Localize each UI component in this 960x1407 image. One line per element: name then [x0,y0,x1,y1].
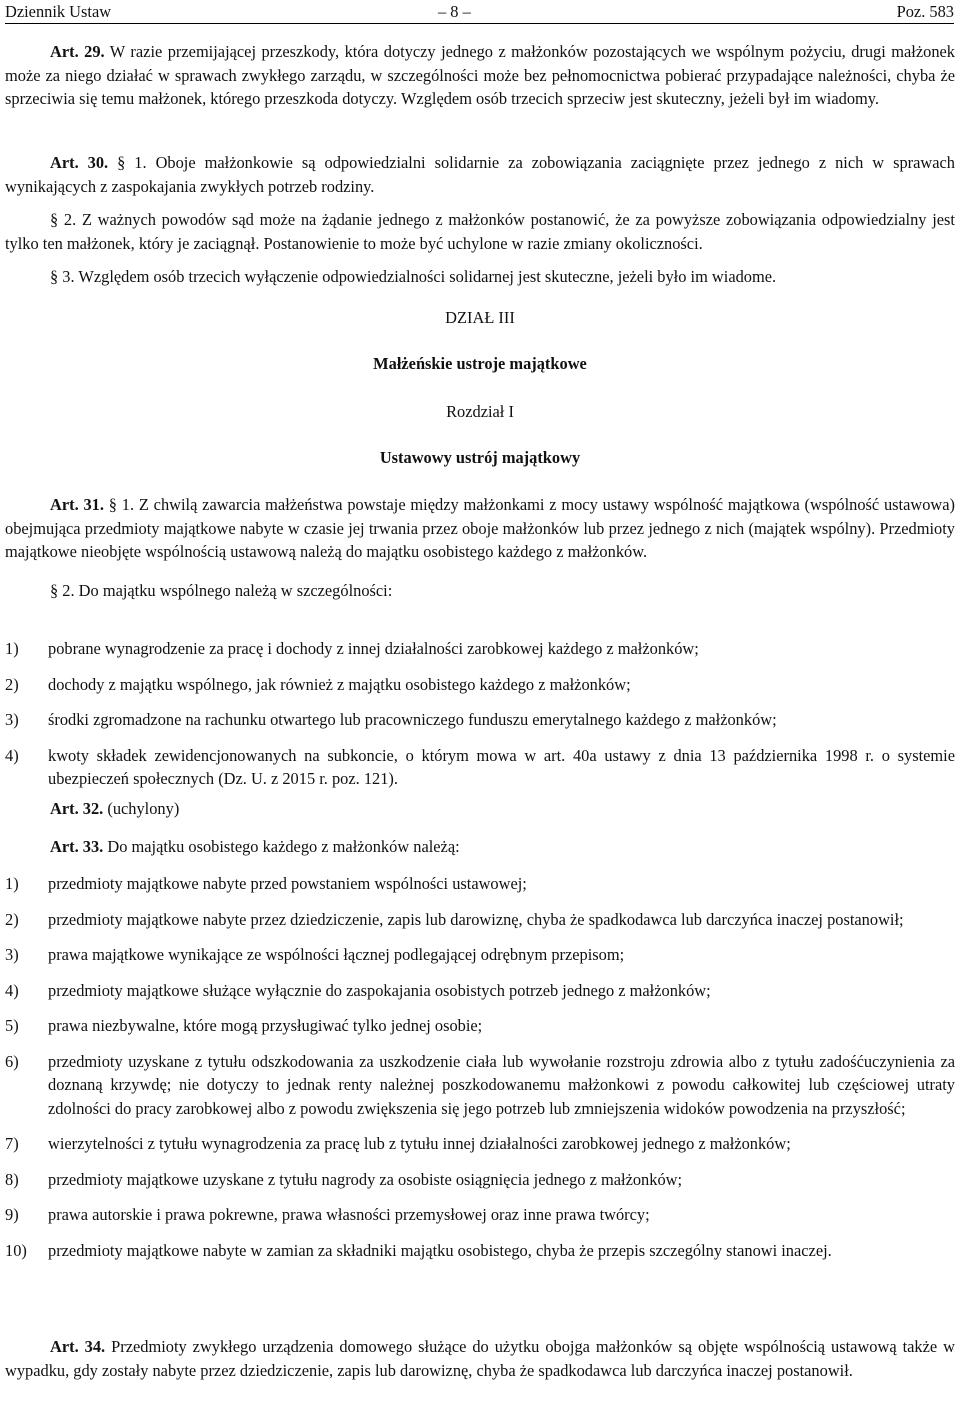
list-item-text: przedmioty majątkowe uzyskane z tytułu nagrody za osobiste osiągnięcia jednego z małżonków; [48,1169,683,1189]
header-rule [5,23,954,24]
article-34-paragraph [5,1335,955,1382]
article-29-paragraph [5,40,955,111]
journal-name: Dziennik Ustaw [5,2,112,21]
list-item-number: 7) [5,1134,19,1153]
list-item [5,1168,955,1192]
list-item-number: 9) [5,1205,19,1224]
article-29-text: W razie przemijającej przeszkody, która dotyczy jednego z małżonków pozostających we wspólnym pożyciu, drugi małżonek może za niego działać w sprawach zwykłego zarządu, w szczególności może bez pełnomocnictwa pobierać przypadające należności, chyba że sprzeciwia się temu małżonek, którego przeszkoda dotyczy. Względem osób trzecich sprzeciw jest skuteczny, jeżeli był im wiadomy. [5,42,955,108]
list-item [5,908,955,932]
list-item [5,1203,955,1227]
article-33-list [5,872,955,1274]
chapter-heading: Rozdział I [446,402,514,421]
list-item [5,708,955,732]
list-item-number: 2) [5,909,19,929]
article-31-par-2: § 2. Do majątku wspólnego należą w szczególności: [50,580,393,600]
list-item-text: pobrane wynagrodzenie za pracę i dochody z innej działalności zarobkowej każdego z małżonków; [48,639,699,658]
list-item-text: prawa autorskie i prawa pokrewne, prawa własności przemysłowej oraz inne prawa twórcy; [48,1205,650,1224]
list-item [5,979,955,1003]
list-item-number: 3) [5,945,19,964]
division-title: Małżeńskie ustroje majątkowe [373,354,587,373]
article-32-text: (uchylony) [103,799,180,818]
list-item-text: środki zgromadzone na rachunku otwartego lub pracowniczego funduszu emerytalnego każdego z małżonków; [48,710,777,729]
list-item-number: 4) [5,980,19,1000]
list-item-number: 6) [5,1051,19,1071]
list-item [5,1014,955,1038]
list-item-number: 8) [5,1169,19,1189]
list-item-number: 10) [5,1240,27,1260]
article-30-par-1 [5,151,955,198]
article-34-label: Art. 34. [50,1337,106,1356]
chapter-title: Ustawowy ustrój majątkowy [379,448,581,467]
list-item-text: prawa niezbywalne, które mogą przysługiwać tylko jednej osobie; [48,1016,483,1035]
list-item-text: przedmioty majątkowe nabyte w zamian za składniki majątku osobistego, chyba że przepis szczególny stanowi inaczej. [48,1240,832,1260]
article-31-par-1 [5,493,955,564]
list-item-text: przedmioty majątkowe służące wyłącznie do zaspokajania osobistych potrzeb jednego z małżonków; [48,980,711,1000]
article-30 [5,151,955,289]
list-item-text: przedmioty majątkowe nabyte przez dziedziczenie, zapis lub darowiznę, chyba że spadkodawca lub darczyńca inaczej postanowił; [48,909,904,929]
article-29-label: Art. 29. [50,42,105,61]
list-item-text: prawa majątkowe wynikające ze wspólności łącznej podlegającej odrębnym przepisom; [48,945,625,964]
article-32-label: Art. 32. [50,799,104,818]
list-item [5,1132,955,1156]
list-item-text: dochody z majątku wspólnego, jak również z majątku osobistego każdego z małżonków; [48,674,631,694]
article-32 [5,797,179,821]
article-30-par-3: § 3. Względem osób trzecich wyłączenie odpowiedzialności solidarnej jest skuteczne, jeżeli było im wiadome. [50,267,777,286]
list-item [5,1050,955,1121]
list-item-number: 3) [5,710,19,729]
article-30-label: Art. 30. [50,153,109,172]
article-31-text-1: § 1. Z chwilą zawarcia małżeństwa powstaje między małżonkami z mocy ustawy wspólność majątkowa (wspólność ustawowa) obejmująca przedmioty majątkowe nabyte w czasie jej trwania przez oboje małżonków lub przez jednego z nich (majątek wspólny). Przedmioty majątkowe nieobjęte wspólnością ustawową należą do majątku osobistego każdego z małżonków. [5,495,955,561]
list-item [5,673,955,697]
list-item-number: 1) [5,874,19,893]
list-item-text: kwoty składek zewidencjonowanych na subkoncie, o którym mowa w art. 40a ustawy z dnia 13 października 1998 r. o systemie ubezpieczeń społecznych (Dz. U. z 2015 r. poz. 121). [48,745,955,788]
list-item [5,943,955,967]
article-30-text-1: § 1. Oboje małżonkowie są odpowiedzialni solidarnie za zobowiązania zaciągnięte przez jednego z nich w sprawach wynikających z zaspokajania zwykłych potrzeb rodziny. [5,153,955,196]
article-30-par-2: § 2. Z ważnych powodów sąd może na żądanie jednego z małżonków postanowić, że za powyższe zobowiązania odpowiedzialny jest tylko ten małżonek, który je zaciągnął. Postanowienie to może być uchylone w razie zmiany okoliczności. [5,210,955,253]
list-item-text: przedmioty majątkowe nabyte przed powstaniem wspólności ustawowej; [48,874,527,893]
article-31-list [5,637,955,803]
list-item-number: 2) [5,674,19,694]
article-31-label: Art. 31. [50,495,104,514]
list-item [5,1239,955,1263]
article-33 [5,835,460,859]
article-29 [5,40,955,111]
article-33-label: Art. 33. [50,837,104,856]
list-item-number: 4) [5,745,19,765]
list-item-text: przedmioty uzyskane z tytułu odszkodowania za uszkodzenie ciała lub wywołanie rozstroju zdrowia albo z tytułu zadośćuczynienia za doznaną krzywdę; nie dotyczy to jednak renty należnej poszkodowanemu małżonkowi z powodu całkowitej lub częściowej utraty zdolności do pracy zarobkowej albo z powodu zwiększenia się jego potrzeb lub zmniejszenia widoków powodzenia na przyszłość; [48,1051,955,1118]
article-34 [5,1335,955,1382]
list-item-number: 5) [5,1016,19,1035]
page-header [5,0,954,22]
article-33-paragraph [5,835,460,859]
article-33-text: Do majątku osobistego każdego z małżonków należą: [103,837,460,856]
list-item-number: 1) [5,639,19,658]
page-number: – 8 – [438,2,471,21]
division-heading: DZIAŁ III [445,308,515,327]
list-item [5,637,955,661]
position-number: Poz. 583 [896,2,954,21]
list-item-text: wierzytelności z tytułu wynagrodzenia za pracę lub z tytułu innej działalności zarobkowej jednego z małżonków; [48,1134,791,1153]
list-item [5,872,955,896]
article-31 [5,493,955,602]
article-32-paragraph [5,797,179,821]
list-item [5,744,955,791]
article-34-text: Przedmioty zwykłego urządzenia domowego służące do użytku obojga małżonków są objęte wspólnością ustawową także w wypadku, gdy zostały nabyte przez dziedziczenie, zapis lub darowiznę, chyba że spadkodawca lub darczyńca inaczej postanowił. [5,1337,955,1380]
